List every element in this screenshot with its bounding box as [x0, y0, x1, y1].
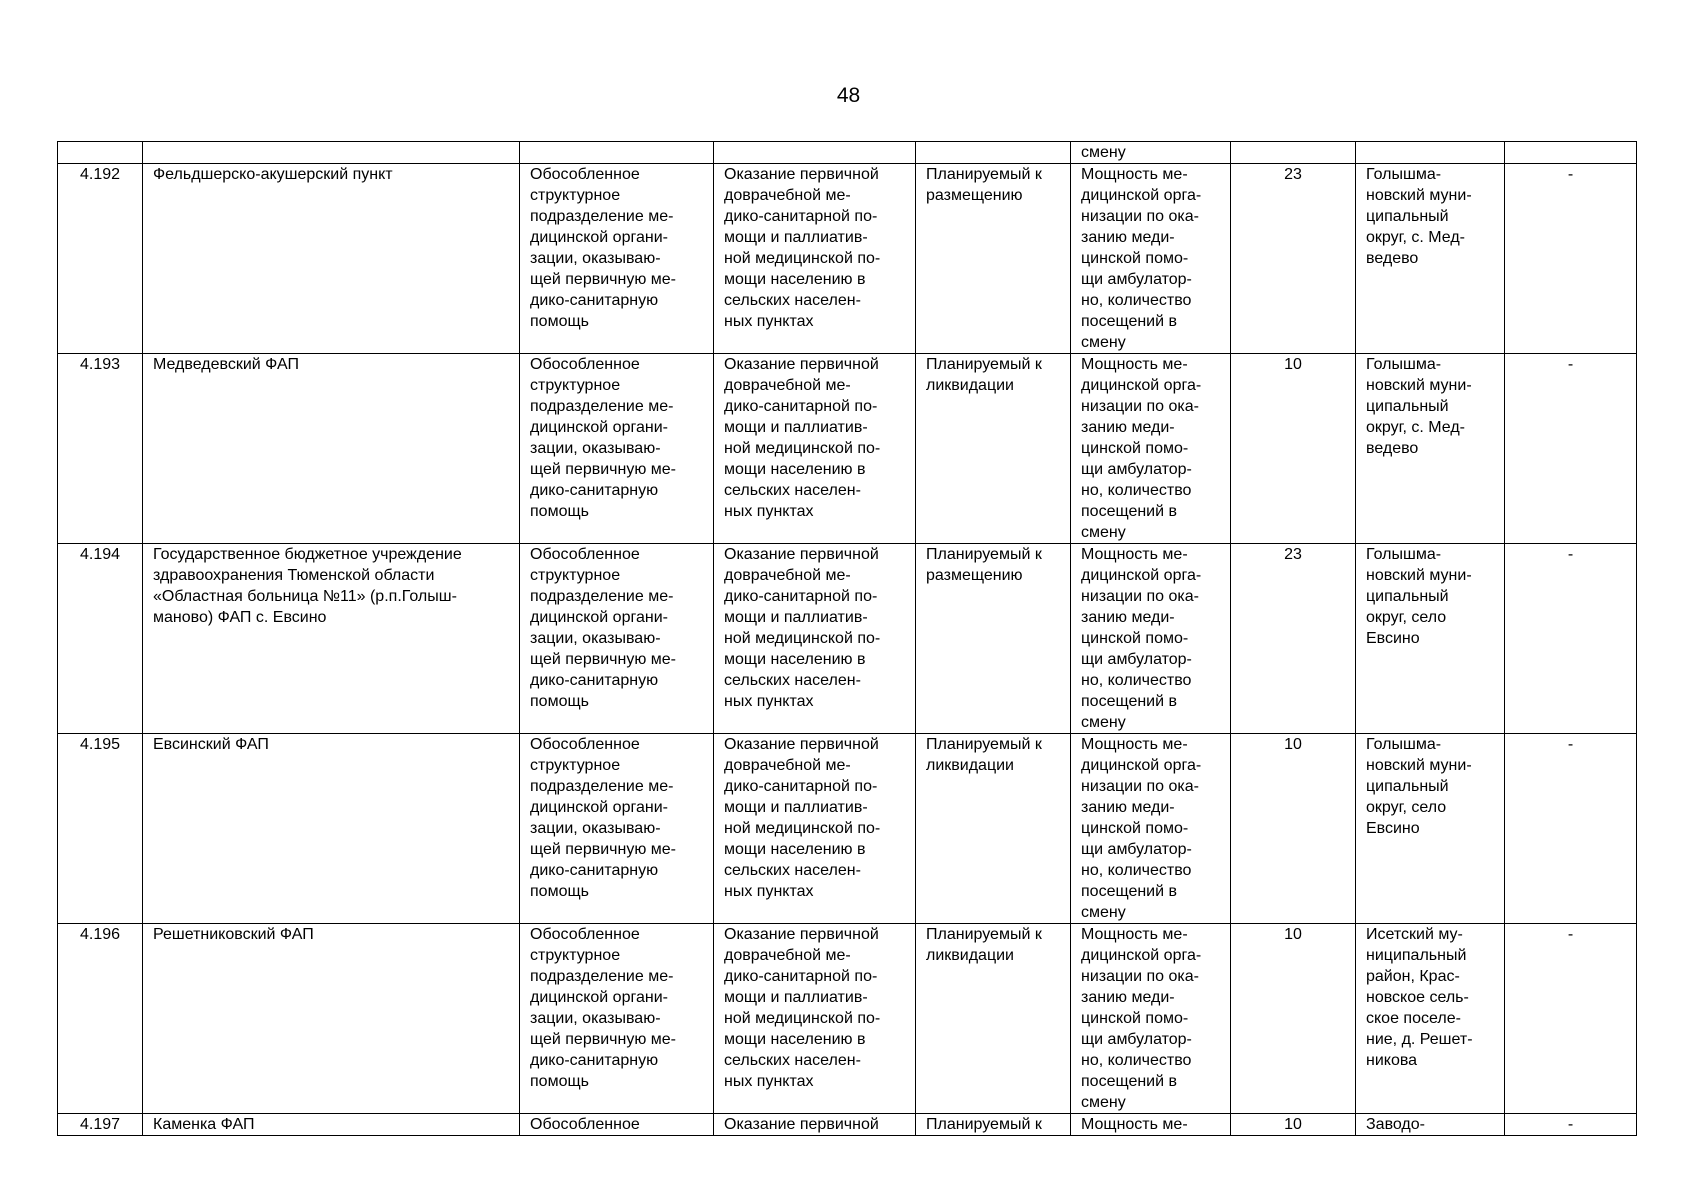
cell-status: Планируемый к ликвидации	[916, 354, 1071, 544]
cell-status	[916, 142, 1071, 164]
cell-type: Обособленное структурное подразделение ме- дицинской органи- зации, оказываю- щей первичную ме- дико-санитарную помощь	[520, 924, 714, 1114]
cell-note	[1505, 142, 1637, 164]
cell-indicator: смену	[1071, 142, 1231, 164]
cell-indicator: Мощность ме- дицинской орга- низации по ока- занию меди- цинской помо- щи амбулатор- но, количество посещений в смену	[1071, 924, 1231, 1114]
continuation-row	[58, 142, 1637, 164]
cell-value: 10	[1231, 734, 1356, 924]
cell-num: 4.197	[58, 1114, 143, 1136]
cell-status: Планируемый к ликвидации	[916, 924, 1071, 1114]
cell-location: Голышма- новский муни- ципальный округ, с. Мед- ведево	[1356, 164, 1505, 354]
cell-name: Евсинский ФАП	[143, 734, 520, 924]
table-row	[58, 544, 1637, 734]
cell-value	[1231, 142, 1356, 164]
table-row	[58, 354, 1637, 544]
cell-num: 4.194	[58, 544, 143, 734]
cell-purpose: Оказание первичной доврачебной ме- дико-санитарной по- мощи и паллиатив- ной медицинской по- мощи населению в сельских населен- ных пунктах	[714, 164, 916, 354]
cell-name: Каменка ФАП	[143, 1114, 520, 1136]
cell-num: 4.195	[58, 734, 143, 924]
table-row	[58, 924, 1637, 1114]
cell-location: Голышма- новский муни- ципальный округ, село Евсино	[1356, 734, 1505, 924]
cell-location: Голышма- новский муни- ципальный округ, село Евсино	[1356, 544, 1505, 734]
cell-purpose	[714, 142, 916, 164]
cell-purpose: Оказание первичной доврачебной ме- дико-санитарной по- мощи и паллиатив- ной медицинской по- мощи населению в сельских населен- ных пунктах	[714, 354, 916, 544]
cell-status: Планируемый к размещению	[916, 544, 1071, 734]
cell-note: -	[1505, 734, 1637, 924]
cell-value: 10	[1231, 1114, 1356, 1136]
cell-purpose: Оказание первичной доврачебной ме- дико-санитарной по- мощи и паллиатив- ной медицинской по- мощи населению в сельских населен- ных пунктах	[714, 924, 916, 1114]
cell-note: -	[1505, 1114, 1637, 1136]
cell-indicator: Мощность ме- дицинской орга- низации по ока- занию меди- цинской помо- щи амбулатор- но, количество посещений в смену	[1071, 734, 1231, 924]
cell-name: Фельдшерско-акушерский пункт	[143, 164, 520, 354]
cell-type: Обособленное структурное подразделение ме- дицинской органи- зации, оказываю- щей первичную ме- дико-санитарную помощь	[520, 164, 714, 354]
cell-location	[1356, 142, 1505, 164]
cell-status: Планируемый к	[916, 1114, 1071, 1136]
cell-location: Заводо-	[1356, 1114, 1505, 1136]
cell-value: 23	[1231, 164, 1356, 354]
cell-note: -	[1505, 354, 1637, 544]
cell-indicator: Мощность ме- дицинской орга- низации по ока- занию меди- цинской помо- щи амбулатор- но, количество посещений в смену	[1071, 354, 1231, 544]
cell-name: Государственное бюджетное учреждение здравоохранения Тюменской области «Областная больница №11» (р.п.Голыш- маново) ФАП с. Евсино	[143, 544, 520, 734]
cell-purpose: Оказание первичной доврачебной ме- дико-санитарной по- мощи и паллиатив- ной медицинской по- мощи населению в сельских населен- ных пунктах	[714, 734, 916, 924]
cell-type: Обособленное структурное подразделение ме- дицинской органи- зации, оказываю- щей первичную ме- дико-санитарную помощь	[520, 354, 714, 544]
cell-purpose: Оказание первичной	[714, 1114, 916, 1136]
cell-note: -	[1505, 924, 1637, 1114]
cell-num	[58, 142, 143, 164]
cell-num: 4.196	[58, 924, 143, 1114]
cell-status: Планируемый к ликвидации	[916, 734, 1071, 924]
page-number: 48	[836, 84, 861, 107]
cell-type: Обособленное	[520, 1114, 714, 1136]
cell-type: Обособленное структурное подразделение ме- дицинской органи- зации, оказываю- щей первичную ме- дико-санитарную помощь	[520, 734, 714, 924]
cell-value: 10	[1231, 924, 1356, 1114]
cell-type	[520, 142, 714, 164]
facilities-table	[57, 141, 1637, 1136]
cell-num: 4.192	[58, 164, 143, 354]
cell-purpose: Оказание первичной доврачебной ме- дико-санитарной по- мощи и паллиатив- ной медицинской по- мощи населению в сельских населен- ных пунктах	[714, 544, 916, 734]
cell-note: -	[1505, 164, 1637, 354]
cell-note: -	[1505, 544, 1637, 734]
cell-name: Медведевский ФАП	[143, 354, 520, 544]
facilities-table-body	[58, 142, 1637, 1136]
table-row	[58, 1114, 1637, 1136]
cell-value: 10	[1231, 354, 1356, 544]
cell-indicator: Мощность ме- дицинской орга- низации по ока- занию меди- цинской помо- щи амбулатор- но, количество посещений в смену	[1071, 164, 1231, 354]
cell-location: Голышма- новский муни- ципальный округ, с. Мед- ведево	[1356, 354, 1505, 544]
cell-indicator: Мощность ме-	[1071, 1114, 1231, 1136]
cell-value: 23	[1231, 544, 1356, 734]
table-row	[58, 734, 1637, 924]
cell-status: Планируемый к размещению	[916, 164, 1071, 354]
table-row	[58, 164, 1637, 354]
cell-num: 4.193	[58, 354, 143, 544]
cell-type: Обособленное структурное подразделение ме- дицинской органи- зации, оказываю- щей первичную ме- дико-санитарную помощь	[520, 544, 714, 734]
cell-name: Решетниковский ФАП	[143, 924, 520, 1114]
cell-name	[143, 142, 520, 164]
cell-location: Исетский му- ниципальный район, Крас- новское сель- ское поселе- ние, д. Решет- никова	[1356, 924, 1505, 1114]
cell-indicator: Мощность ме- дицинской орга- низации по ока- занию меди- цинской помо- щи амбулатор- но, количество посещений в смену	[1071, 544, 1231, 734]
